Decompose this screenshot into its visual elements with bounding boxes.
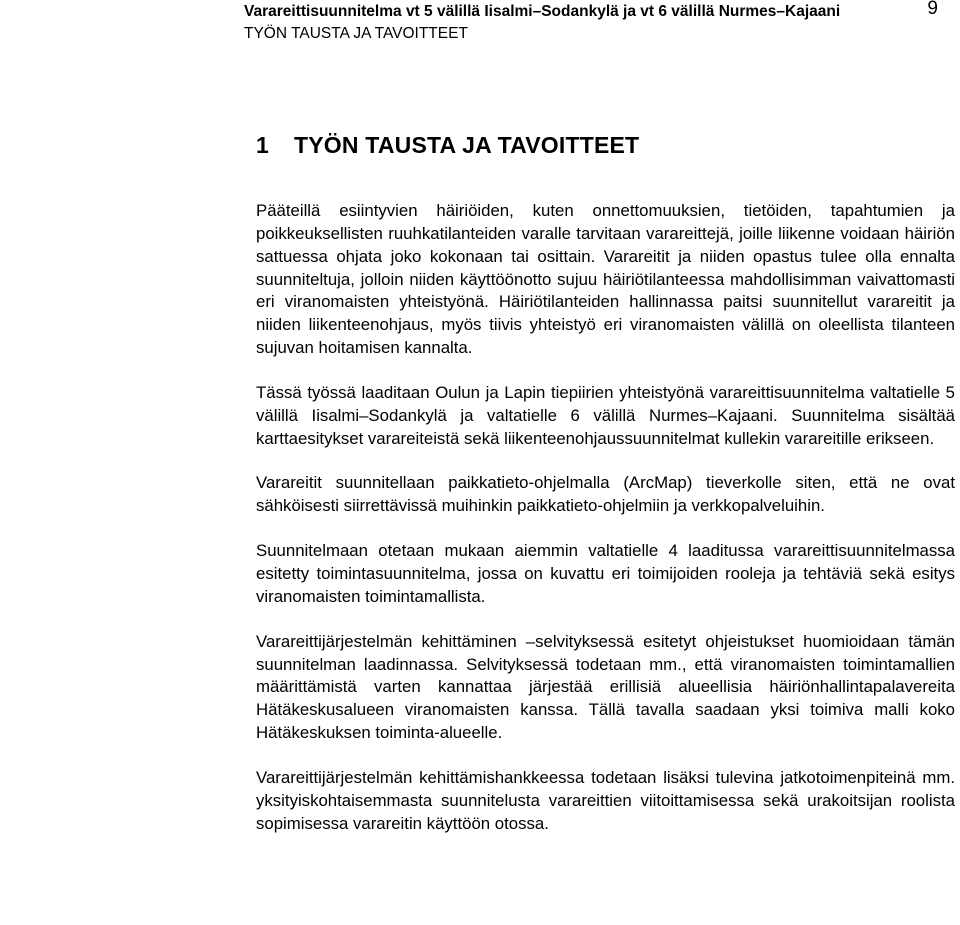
chapter-heading: [256, 130, 955, 160]
section-subtitle: TYÖN TAUSTA JA TAVOITTEET: [244, 25, 468, 42]
chapter-title: TYÖN TAUSTA JA TAVOITTEET: [294, 132, 640, 158]
paragraph-action-plan: Suunnitelmaan otetaan mukaan aiemmin valtatielle 4 laaditussa varareittisuunnitelmassa esitetty toimintasuunnitelma, jossa on kuvattu eri toimijoiden rooleja ja tehtäviä sekä esitys viranomaisten toimintamallista.: [256, 541, 955, 606]
main-content: [256, 130, 955, 835]
page-number: 9: [927, 0, 938, 19]
paragraph-plan-scope: Tässä työssä laaditaan Oulun ja Lapin tiepiirien yhteistyönä varareittisuunnitelma valtatielle 5 välillä Iisalmi–Sodankylä ja valtatielle 6 välillä Nurmes–Kajaani. Suunnitelma sisältää karttaesitykset varareiteistä sekä liikenteenohjaussuunnitelmat kullekin varareitille erikseen.: [256, 382, 955, 448]
page-header: [244, 0, 960, 50]
paragraph-background: Pääteillä esiintyvien häiriöiden, kuten onnettomuuksien, tietöiden, tapahtumien ja poikkeuksellisten ruuhkatilanteiden varalle tarvitaan varareittejä, joille liikenne voidaan häiriön sattuessa ohjata joko kokonaan tai osittain. Varareitit ja niiden opastus tulee olla ennalta suunniteltuja, jolloin niiden käyttöönotto sujuu häiriötilanteessa mahdollisimman vaivattomasti eri viranomaisten yhteistyönä. Häiriötilanteiden hallinnassa paitsi suunnitellut varareitit ja niiden liikenteenohjaus, myös tiivis yhteistyö eri viranomaisten välillä on oleellista tilanteen sujuvan hoitamisen kannalta.: [256, 201, 955, 358]
document-title: Varareittisuunnitelma vt 5 välillä Iisalmi–Sodankylä ja vt 6 välillä Nurmes–Kajaani: [244, 3, 841, 20]
chapter-number: 1: [256, 132, 269, 158]
paragraph-further-measures: Varareittijärjestelmän kehittämishankkeessa todetaan lisäksi tulevina jatkotoimenpiteinä mm. yksityiskohtaisemmasta suunnitelusta varareittien viitoittamisessa sekä urakoitsijan roolista sopimisessa varareitin käyttöön otossa.: [256, 767, 955, 833]
paragraph-gis-planning: Varareitit suunnitellaan paikkatieto-ohjelmalla (ArcMap) tieverkolle siten, että ne ovat sähköisesti siirrettävissä muihinkin paikkatieto-ohjelmiin ja verkkopalveluihin.: [256, 473, 955, 516]
paragraph-guidelines: Varareittijärjestelmän kehittäminen –selvityksessä esitetyt ohjeistukset huomioidaan tämän suunnitelman laadinnassa. Selvityksessä todetaan mm., että viranomaisten toimintamallien määrittämistä varten kannattaa järjestää erillisiä alueellisia häiriönhallintapalavereita Hätäkeskusalueen viranomaisten kanssa. Tällä tavalla saadaan yksi toimiva malli koko Hätäkeskuksen toiminta-alueelle.: [256, 631, 955, 743]
